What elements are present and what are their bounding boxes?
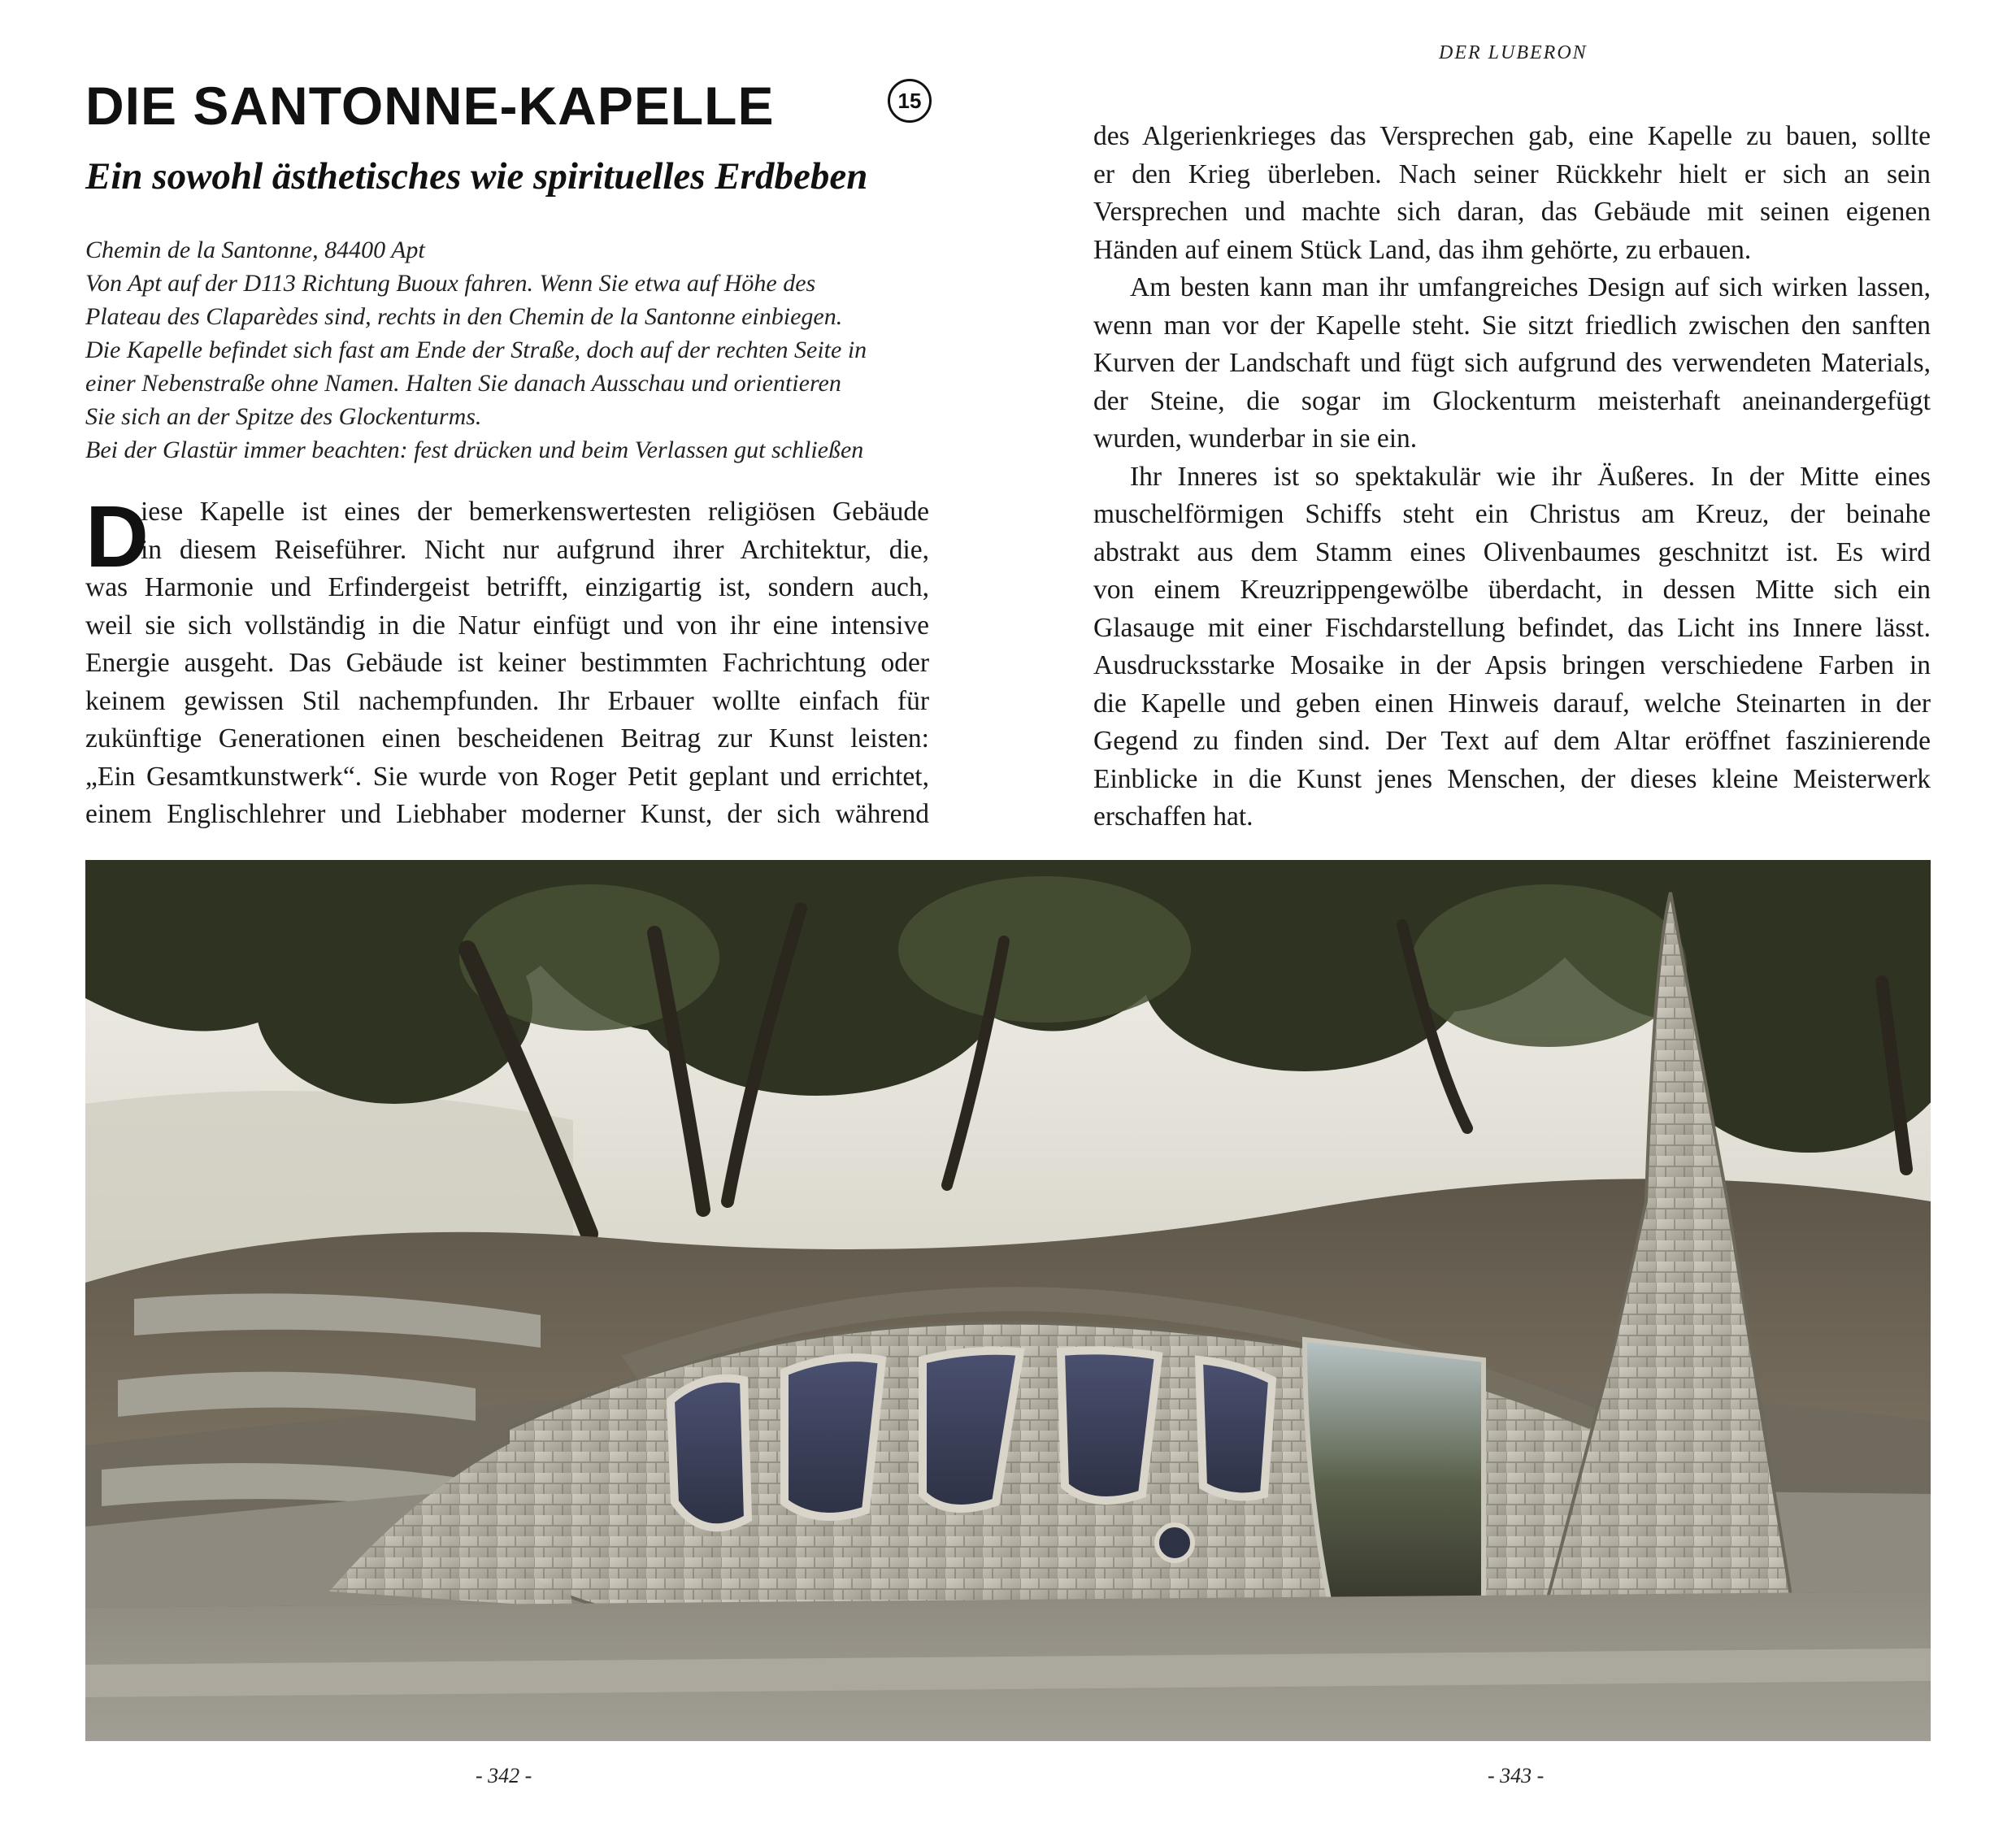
body-column-right bbox=[1093, 118, 1931, 836]
body-line: Gegend zu finden sind. Der Text auf dem Altar eröffnet faszinierende bbox=[1093, 726, 1931, 756]
body-line: Kurven der Landschaft und fügt sich aufgrund des verwendeten Materials, bbox=[1093, 348, 1931, 378]
page-number-left: - 342 - bbox=[476, 1764, 532, 1787]
body-line: Energie ausgeht. Das Gebäude ist keiner bestimmten Fachrichtung oder bbox=[85, 648, 929, 678]
body-line: einem Englischlehrer und Liebhaber moderner Kunst, der sich während bbox=[85, 799, 929, 829]
body-column-left bbox=[85, 487, 929, 834]
body-line: abstrakt aus dem Stamm eines Olivenbaumes geschnitzt ist. Es wird bbox=[1093, 536, 1931, 567]
site-number: 15 bbox=[897, 88, 922, 113]
body-line: Versprechen und machte sich daran, das Gebäude mit seinen eigenen bbox=[1093, 197, 1931, 227]
body-line: weil sie sich vollständig in die Natur einfügt und von ihr eine intensive bbox=[85, 610, 929, 641]
body-line: Händen auf einem Stück Land, das ihm gehörte, zu erbauen. bbox=[1093, 234, 1752, 265]
info-line: einer Nebenstraße ohne Namen. Halten Sie danach Ausschau und orientieren bbox=[85, 370, 841, 397]
body-line: Am besten kann man ihr umfangreiches Design auf sich wirken lassen, bbox=[1130, 272, 1931, 302]
chapel-photo bbox=[85, 860, 1931, 1741]
body-line: erschaffen hat. bbox=[1093, 801, 1253, 832]
chapel-illustration bbox=[85, 860, 1931, 1741]
body-line: was Harmonie und Erfindergeist betrifft, einzigartig ist, sondern auch, bbox=[85, 572, 929, 602]
body-line: von einem Kreuzrippengewölbe überdacht, in dessen Mitte sich ein bbox=[1093, 575, 1931, 605]
body-line: zukünftige Generationen einen bescheidenen Beitrag zur Kunst leisten: bbox=[85, 723, 929, 753]
body-line: der Steine, die sogar im Glockenturm meisterhaft aneinandergefügt bbox=[1093, 385, 1931, 416]
running-head: DER LUBERON bbox=[1439, 42, 1588, 63]
info-line: Die Kapelle befindet sich fast am Ende der Straße, doch auf der rechten Seite in bbox=[85, 337, 867, 363]
body-line: keinem gewissen Stil nachempfunden. Ihr Erbauer wollte einfach für bbox=[85, 685, 929, 716]
body-line: muschelförmigen Schiffs steht ein Christus am Kreuz, der beinahe bbox=[1093, 499, 1931, 529]
body-line: er den Krieg überleben. Nach seiner Rückkehr hielt er sich an sein bbox=[1093, 159, 1931, 189]
site-number-badge bbox=[888, 79, 932, 123]
info-line: Bei der Glastür immer beachten: fest drücken und beim Verlassen gut schließen bbox=[85, 436, 864, 463]
body-line: in diesem Reiseführer. Nicht nur aufgrund ihrer Architektur, die, bbox=[141, 534, 929, 565]
info-line: Sie sich an der Spitze des Glockenturms. bbox=[85, 403, 482, 430]
body-line: des Algerienkrieges das Versprechen gab, eine Kapelle zu bauen, sollte bbox=[1093, 121, 1931, 151]
drop-cap: D bbox=[85, 487, 149, 585]
body-line: „Ein Gesamtkunstwerk“. Sie wurde von Roger Petit geplant und errichtet, bbox=[85, 761, 929, 792]
page-subtitle: Ein sowohl ästhetisches wie spirituelles Erdbeben bbox=[85, 155, 868, 198]
info-line: Von Apt auf der D113 Richtung Buoux fahren. Wenn Sie etwa auf Höhe des bbox=[85, 270, 816, 297]
body-line: wenn man vor der Kapelle steht. Sie sitzt friedlich zwischen den sanften bbox=[1093, 310, 1931, 341]
body-line: Einblicke in die Kunst jenes Menschen, der dieses kleine Meisterwerk bbox=[1093, 763, 1931, 794]
address-directions bbox=[85, 233, 935, 467]
body-line: wurden, wunderbar in sie ein. bbox=[1093, 423, 1418, 454]
body-line: Ihr Inneres ist so spektakulär wie ihr Äußeres. In der Mitte eines bbox=[1130, 461, 1931, 492]
info-line: Plateau des Claparèdes sind, rechts in den Chemin de la Santonne einbiegen. bbox=[85, 303, 843, 330]
body-line: Ausdrucksstarke Mosaike in der Apsis bringen verschiedene Farben in bbox=[1093, 650, 1931, 680]
body-line: die Kapelle und geben einen Hinweis darauf, welche Steinarten in der bbox=[1093, 688, 1931, 719]
body-line: iese Kapelle ist eines der bemerkenswertesten religiösen Gebäude bbox=[141, 497, 929, 527]
body-line: Glasauge mit einer Fischdarstellung befindet, das Licht ins Innere lässt. bbox=[1093, 612, 1931, 643]
info-line: Chemin de la Santonne, 84400 Apt bbox=[85, 237, 425, 263]
page-number-right: - 343 - bbox=[1488, 1764, 1545, 1787]
page-title: DIE SANTONNE-KAPELLE bbox=[85, 76, 775, 136]
